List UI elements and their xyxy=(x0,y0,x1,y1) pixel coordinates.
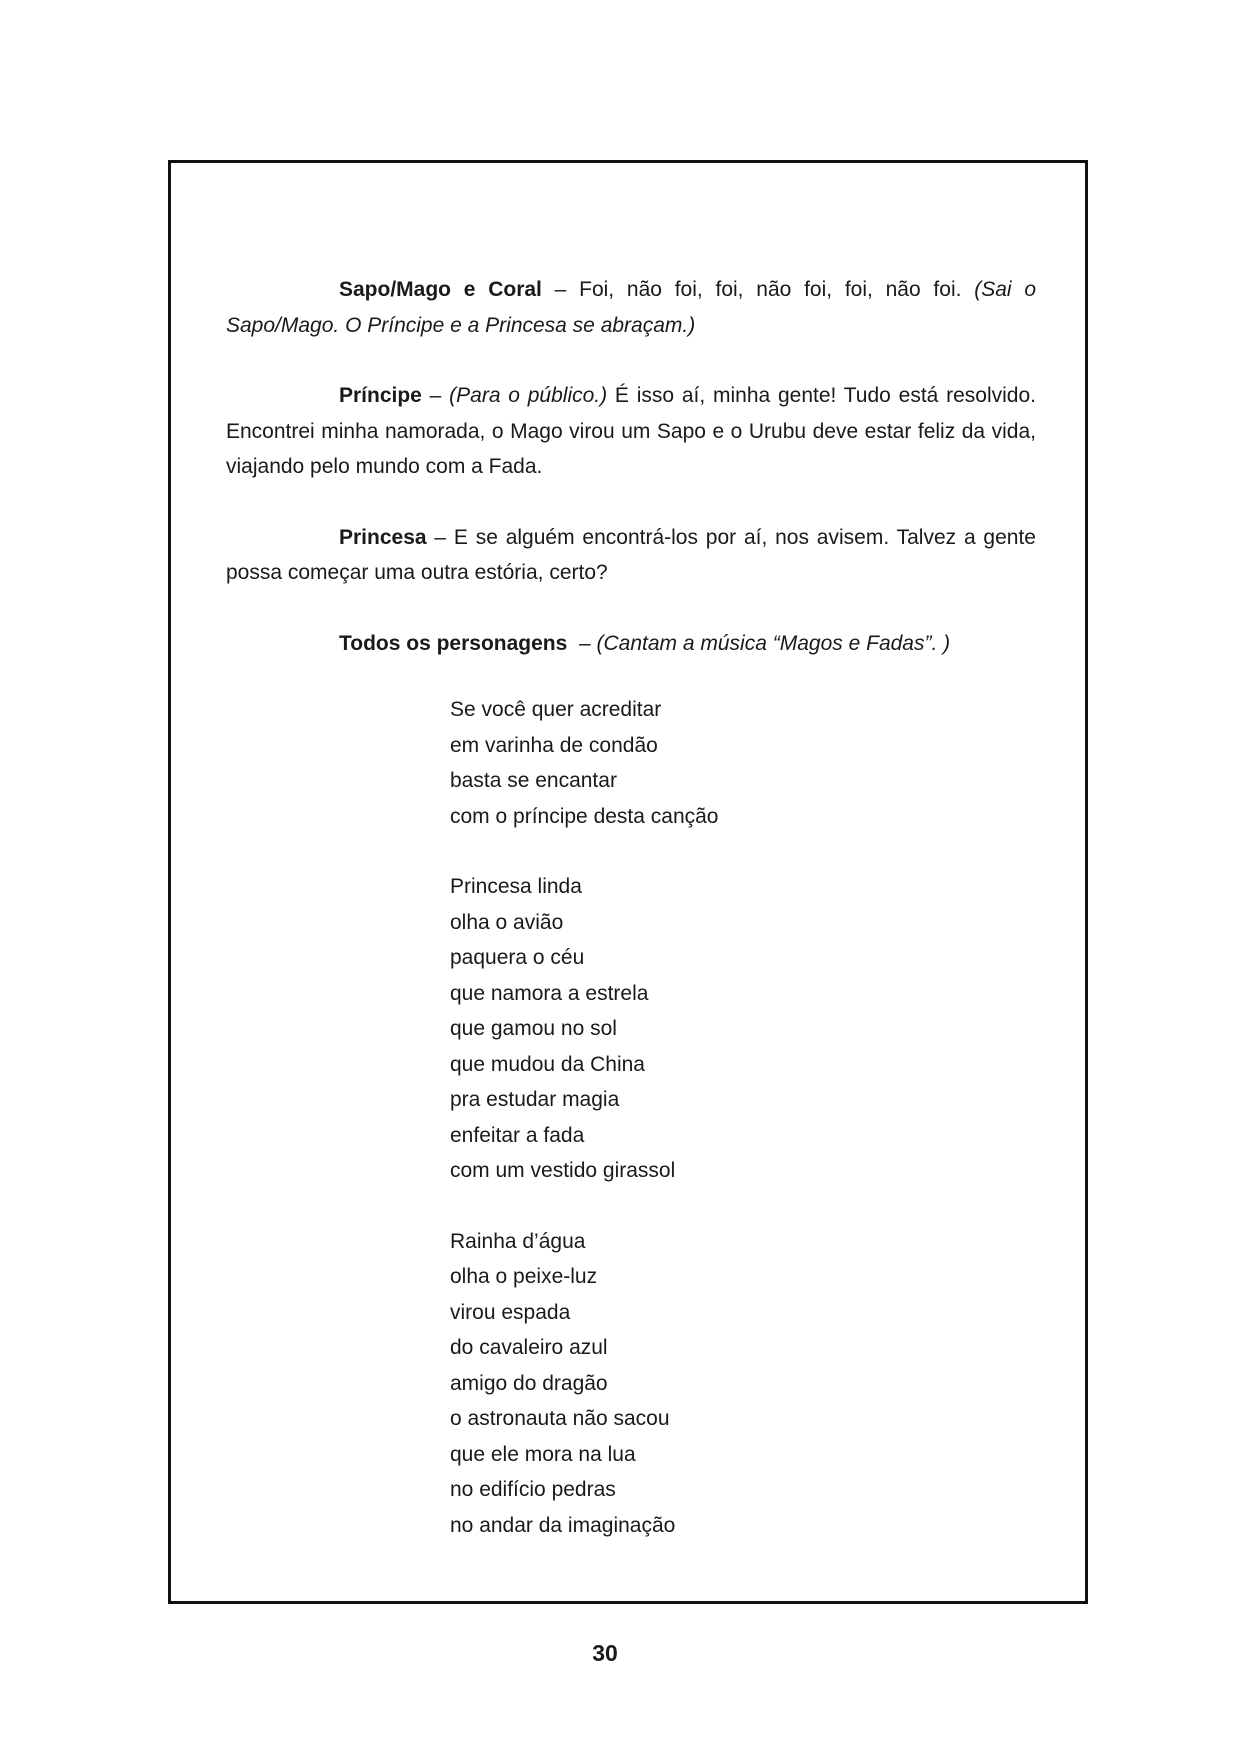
dialogue-block xyxy=(226,272,1036,696)
dialogue-text: E se alguém encontrá-los por aí, nos avisem. Talvez a gente possa começar uma outra estória, certo? xyxy=(226,525,1036,584)
lyric-line: no andar da imaginação xyxy=(450,1513,676,1537)
separator: – xyxy=(541,278,580,301)
lyric-line: enfeitar a fada xyxy=(450,1123,585,1147)
lyric-line: Se você quer acreditar xyxy=(450,698,662,721)
dialogue-text: Foi, não foi, foi, não foi, foi, não foi. xyxy=(579,278,975,301)
dialogue-line xyxy=(226,626,1036,662)
lyric-line: olha o peixe-luz xyxy=(450,1265,598,1288)
dialogue-line xyxy=(226,378,1036,485)
page-number: 30 xyxy=(592,1640,618,1666)
song-lyrics xyxy=(450,692,719,1578)
lyric-line: do cavaleiro azul xyxy=(450,1336,608,1359)
lyric-line: no edifício pedras xyxy=(450,1478,616,1501)
lyric-line: amigo do dragão xyxy=(450,1371,608,1395)
song-stanza xyxy=(450,692,719,834)
stage-direction: (Para o público.) xyxy=(449,384,608,407)
separator: – xyxy=(567,631,597,655)
lyric-line: que mudou da China xyxy=(450,1052,645,1076)
lyric-line: o astronauta não sacou xyxy=(450,1407,670,1430)
lyric-line: em varinha de condão xyxy=(450,733,658,757)
speaker-name: Princesa xyxy=(339,525,427,549)
separator: – xyxy=(421,384,450,407)
speaker-name: Sapo/Mago e Coral xyxy=(339,278,542,301)
lyric-line: que namora a estrela xyxy=(450,981,649,1005)
dialogue-line xyxy=(226,520,1036,591)
separator: – xyxy=(426,525,454,549)
lyric-line: Princesa linda xyxy=(450,875,582,898)
dialogue-text-after: É isso aí, minha gente! Tudo está resolvido. Encontrei minha namorada, o Mago virou um Sapo e o Urubu deve estar feliz da vida, viajando pelo mundo com a Fada. xyxy=(226,384,1036,478)
stage-direction: (Sai o Sapo/Mago. O Príncipe e a Princesa se abraçam.) xyxy=(226,278,1037,337)
lyric-line: paquera o céu xyxy=(450,946,585,969)
speaker-name: Todos os personagens xyxy=(339,631,568,655)
lyric-line: olha o avião xyxy=(450,910,564,934)
lyric-line: virou espada xyxy=(450,1300,571,1324)
lyric-line: que ele mora na lua xyxy=(450,1442,636,1466)
lyric-line: com o príncipe desta canção xyxy=(450,804,719,828)
dialogue-line xyxy=(226,272,1036,343)
lyric-line: com um vestido girassol xyxy=(450,1159,676,1182)
lyric-line: basta se encantar xyxy=(450,769,617,792)
stage-direction: (Cantam a música “Magos e Fadas”. ) xyxy=(596,631,951,655)
lyric-line: que gamou no sol xyxy=(450,1017,617,1040)
song-stanza xyxy=(450,869,719,1189)
song-stanza xyxy=(450,1224,719,1544)
lyric-line: pra estudar magia xyxy=(450,1088,620,1111)
lyric-line: Rainha d’água xyxy=(450,1229,586,1253)
speaker-name: Príncipe xyxy=(339,384,422,407)
